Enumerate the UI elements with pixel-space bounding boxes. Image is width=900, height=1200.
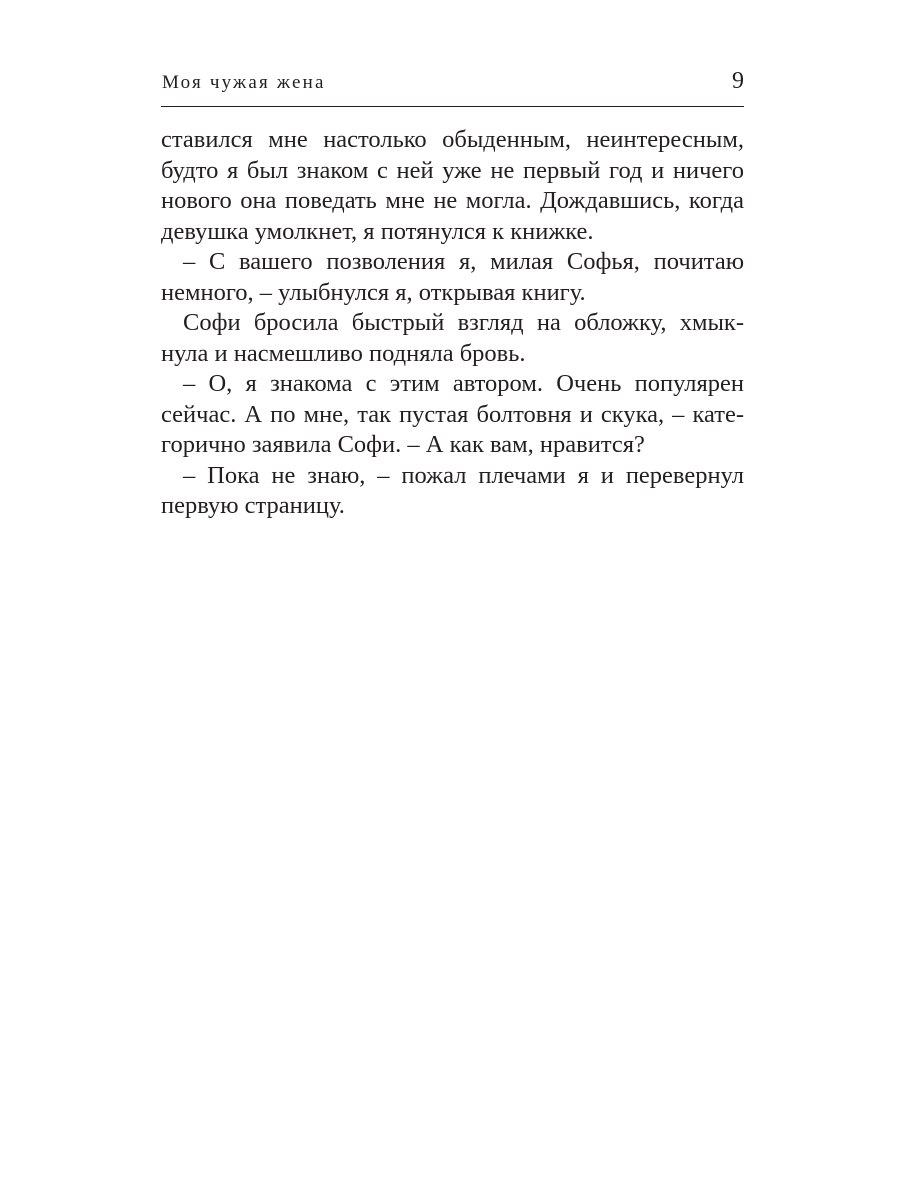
running-title: Моя чужая жена — [162, 72, 326, 93]
text-line: будто я был знаком с ней уже не первый год и ничего — [161, 156, 744, 184]
text-line: – С вашего позволения я, милая Софья, почитаю — [183, 248, 744, 275]
text-line: немного, – улыбнулся я, открывая книгу. — [161, 278, 586, 306]
text-line: горично заявила Софи. – А как вам, нравится? — [161, 431, 645, 458]
text-line: ставился мне настолько обыденным, неинтересным, — [161, 126, 744, 153]
text-line: девушка умолкнет, я потянулся к книжке. — [161, 217, 594, 245]
running-header — [161, 66, 744, 107]
body-text — [161, 125, 744, 522]
text-line: Софи бросила быстрый взгляд на обложку, хмык- — [183, 309, 744, 336]
text-line: нула и насмешливо подняла бровь. — [161, 339, 526, 367]
text-line: – О, я знакома с этим автором. Очень популярен — [183, 370, 744, 397]
page-number: 9 — [732, 68, 744, 94]
text-line: первую страницу. — [161, 492, 345, 519]
text-line: – Пока не знаю, – пожал плечами я и перевернул — [183, 461, 744, 489]
text-line: нового она поведать мне не могла. Дождавшись, когда — [161, 187, 744, 214]
book-page — [161, 0, 744, 1200]
text-line: сейчас. А по мне, так пустая болтовня и скука, – кате- — [161, 400, 744, 428]
